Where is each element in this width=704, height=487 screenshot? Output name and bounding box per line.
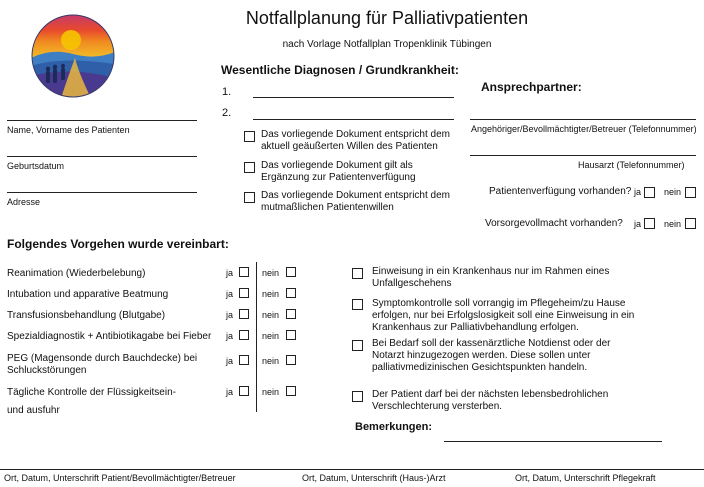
instruction-text-3: Bei Bedarf soll der kassenärztliche Notdienst oder der Notarzt hinzugezogen werden. Diese sollen unter palliativmedizinischen Gesichtspunkten handeln. — [372, 338, 611, 373]
procedure-1-ja-label: ja — [226, 268, 234, 278]
instruction-text-2: Symptomkontrolle soll vorrangig im Pflegeheim/zu Hause erfolgen, nur bei Erfolgslosigkeit soll eine Einweisung in ein Krankenhaus zur Palliativbehandlung erfolgen. — [372, 298, 635, 333]
procedure-1-nein-checkbox[interactable] — [286, 267, 296, 277]
logo — [31, 14, 115, 98]
instruction-text-1: Einweisung in ein Krankenhaus nur im Rahmen eines Unfallgeschehens — [372, 266, 610, 289]
document-option-2: Das vorliegende Dokument gilt als Ergänzung zur Patientenverfügung — [261, 160, 416, 183]
directive-question: Patientenverfügung vorhanden? — [489, 186, 632, 197]
instruction-checkbox-3[interactable] — [352, 340, 363, 351]
procedure-6-nein-label: nein — [262, 387, 280, 397]
remarks-field[interactable] — [444, 441, 662, 442]
remarks-label: Bemerkungen: — [355, 421, 433, 433]
document-checkbox-2[interactable] — [244, 162, 255, 173]
document-checkbox-3[interactable] — [244, 192, 255, 203]
relative-phone-label: Angehöriger/Bevollmächtigter/Betreuer (Telefonnummer) — [471, 124, 697, 134]
procedure-6-ja-label: ja — [226, 387, 234, 397]
procedure-6-nein-checkbox[interactable] — [286, 386, 296, 396]
proxy-ja-label: ja — [634, 219, 642, 229]
procedure-1-ja-checkbox[interactable] — [239, 267, 249, 277]
procedure-3-ja-label: ja — [226, 310, 234, 320]
procedure-3-nein-checkbox[interactable] — [286, 309, 296, 319]
procedure-5-ja-label: ja — [226, 356, 234, 366]
procedure-4-nein-label: nein — [262, 331, 280, 341]
procedure-1-nein-label: nein — [262, 268, 280, 278]
procedure-label-4: Spezialdiagnostik + Antibiotikagabe bei Fieber — [7, 331, 212, 342]
gp-phone-field[interactable] — [470, 155, 696, 156]
signature-label-nurse: Ort, Datum, Unterschrift Pflegekraft — [515, 473, 656, 483]
patient-name-label: Name, Vorname des Patienten — [7, 125, 130, 135]
procedure-2-nein-checkbox[interactable] — [286, 288, 296, 298]
procedure-5-ja-checkbox[interactable] — [239, 355, 249, 365]
procedure-3-nein-label: nein — [262, 310, 280, 320]
proxy-question: Vorsorgevollmacht vorhanden? — [485, 218, 623, 229]
document-option-1: Das vorliegende Dokument entspricht dem aktuell geäußerten Willen des Patienten — [261, 129, 450, 152]
birthdate-field[interactable] — [7, 156, 197, 157]
signature-label-patient: Ort, Datum, Unterschrift Patient/Bevollmächtigter/Betreuer — [4, 473, 236, 483]
relative-phone-field[interactable] — [470, 119, 696, 120]
procedures-divider — [256, 262, 257, 412]
procedure-2-ja-checkbox[interactable] — [239, 288, 249, 298]
instruction-checkbox-2[interactable] — [352, 299, 363, 310]
directive-nein-label: nein — [664, 187, 682, 197]
procedure-6-ja-checkbox[interactable] — [239, 386, 249, 396]
procedure-label-5: PEG (Magensonde durch Bauchdecke) bei Schluckstörungen — [7, 353, 198, 376]
diagnoses-heading: Wesentliche Diagnosen / Grundkrankheit: — [221, 63, 459, 77]
procedure-label-1: Reanimation (Wiederbelebung) — [7, 268, 146, 279]
directive-nein-checkbox[interactable] — [685, 187, 696, 198]
address-label: Adresse — [7, 197, 41, 207]
procedure-4-ja-checkbox[interactable] — [239, 330, 249, 340]
diagnosis-number-1: 1. — [222, 86, 232, 98]
signature-line[interactable] — [0, 469, 704, 470]
page-title: Notfallplanung für Palliativpatienten — [245, 8, 529, 28]
page-subtitle: nach Vorlage Notfallplan Tropenklinik Tübingen — [282, 39, 492, 50]
patient-name-field[interactable] — [7, 120, 197, 121]
proxy-ja-checkbox[interactable] — [644, 218, 655, 229]
contacts-heading: Ansprechpartner: — [481, 80, 582, 94]
procedure-5-nein-checkbox[interactable] — [286, 355, 296, 365]
diagnosis-1-field[interactable] — [253, 97, 454, 98]
diagnosis-number-2: 2. — [222, 107, 232, 119]
directive-ja-label: ja — [634, 187, 642, 197]
procedure-3-ja-checkbox[interactable] — [239, 309, 249, 319]
palliative-walk-logo-icon — [31, 14, 115, 98]
procedure-4-ja-label: ja — [226, 331, 234, 341]
procedure-label-3: Transfusionsbehandlung (Blutgabe) — [7, 310, 166, 321]
procedure-5-nein-label: nein — [262, 356, 280, 366]
procedure-label-6-continued: und ausfuhr — [7, 405, 60, 416]
proxy-nein-label: nein — [664, 219, 682, 229]
instruction-checkbox-1[interactable] — [352, 268, 363, 279]
birthdate-label: Geburtsdatum — [7, 161, 65, 171]
signature-label-doctor: Ort, Datum, Unterschrift (Haus-)Arzt — [302, 473, 446, 483]
procedure-label-6: Tägliche Kontrolle der Flüssigkeitsein- — [7, 387, 176, 398]
diagnosis-2-field[interactable] — [253, 119, 454, 120]
procedure-label-2: Intubation und apparative Beatmung — [7, 289, 169, 300]
instruction-checkbox-4[interactable] — [352, 391, 363, 402]
address-field[interactable] — [7, 192, 197, 193]
instruction-text-4: Der Patient darf bei der nächsten lebensbedrohlichen Verschlechterung versterben. — [372, 389, 609, 412]
proxy-nein-checkbox[interactable] — [685, 218, 696, 229]
procedure-2-ja-label: ja — [226, 289, 234, 299]
document-checkbox-1[interactable] — [244, 131, 255, 142]
gp-phone-label: Hausarzt (Telefonnummer) — [578, 160, 685, 170]
procedure-4-nein-checkbox[interactable] — [286, 330, 296, 340]
procedure-2-nein-label: nein — [262, 289, 280, 299]
directive-ja-checkbox[interactable] — [644, 187, 655, 198]
procedures-heading: Folgendes Vorgehen wurde vereinbart: — [7, 237, 229, 251]
document-option-3: Das vorliegende Dokument entspricht dem mutmaßlichen Patientenwillen — [261, 190, 450, 213]
